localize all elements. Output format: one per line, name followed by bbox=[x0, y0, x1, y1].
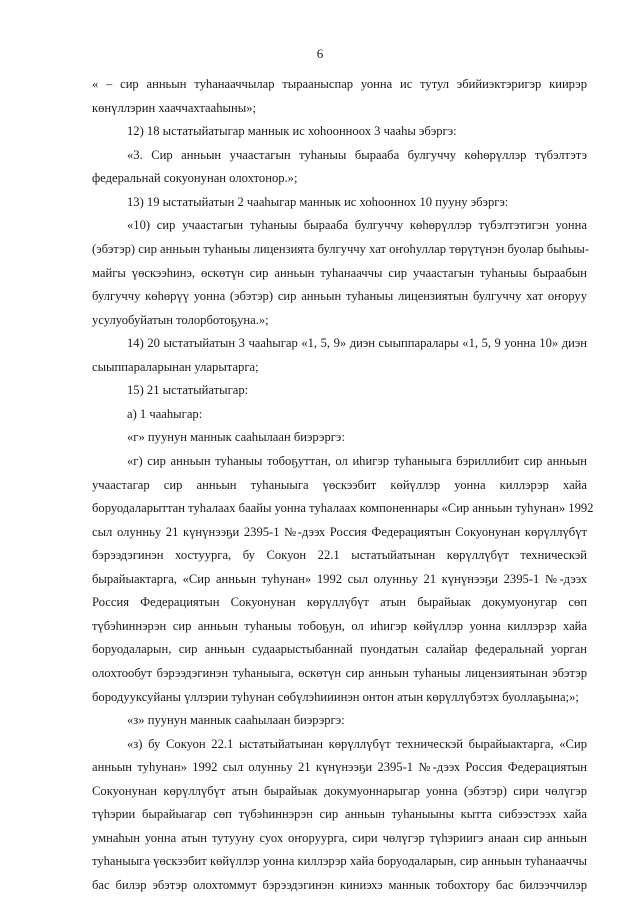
paragraph-line: Сокуонунан көрүллүбүт атын бырайыак докумуоннарыгар уонна (эбэтэр) сири чөлүгэр bbox=[92, 783, 587, 798]
paragraph-line: сыыппараларынан уларытарга; bbox=[92, 359, 259, 374]
paragraph-line: сыл олунньу 21 күнүнээҕи 2395-1 №-дээх Россия Федерациятын Сокуонунан көрүллүбүт bbox=[92, 524, 587, 539]
paragraph-line: усулуобуйатын толорботоҕуна.»; bbox=[92, 312, 269, 327]
paragraph-line: майгы үөскээһинэ, өскөтүн сир анньын туһанааччы сир учаастагын туһаныы быраабын bbox=[92, 265, 587, 280]
paragraph-line: 12) 18 ыстатыйатыгар маннык ис хоһоонноох 3 чааһы эбэргэ: bbox=[127, 124, 457, 139]
paragraph-line: бородууксуйаны үллэрии туһунан сөбүлэһииинэн онтон атын көрүллүбэтэх буоллаҕына;»; bbox=[92, 689, 579, 704]
paragraph-line: бэрээдэгинэн хостуурга, бу Сокуон 22.1 ыстатыйатынан көрүллүбүт техническэй bbox=[92, 548, 587, 563]
paragraph-line: бырайыактарга, «Сир анньын туһунан» 1992 сыл олунньу 21 күнүнээҕи 2395-1 №-дээх bbox=[92, 571, 587, 586]
paragraph-line: «г) сир анньын туһаныы тобоҕуттан, ол иһигэр туһаныыга бэриллибит сир анньын bbox=[127, 453, 587, 468]
page-number: 6 bbox=[316, 46, 324, 61]
paragraph-line: «г» пуунун маннык сааһылаан биэрэргэ: bbox=[127, 430, 345, 445]
paragraph-line: «10) сир учаастагын туһаныы быраабa булгуччу көһөрүллэр түбэлтэтигэн уонна bbox=[127, 218, 587, 233]
paragraph-line: «3. Сир анньын учаастагын туһаныы быраабa булгуччу көһөрүллэр түбэлтэтэ bbox=[127, 147, 587, 162]
paragraph-line: «з) бу Сокуон 22.1 ыстатыйатынан көрүллүбүт техническэй бырайыактарга, «Сир bbox=[127, 736, 587, 751]
paragraph-line: булгуччу көһөрүү уонна (эбэтэр) сир анньын туһаныы лицензиятын булгуччу хат оҥоруу bbox=[92, 289, 587, 303]
paragraph-line: көнүллэрин хааччахтааһыны»; bbox=[92, 100, 256, 115]
paragraph-line: Россия Федерациятын Сокуонунан көрүллүбүт атын бырайыак докумуонугар сөп bbox=[92, 595, 587, 610]
paragraph-line: боруодаларын, сир анньын судаарыстыбаннай пуондатын салайар федеральнай уорган bbox=[92, 642, 587, 657]
paragraph-line: 15) 21 ыстатыйатыгар: bbox=[127, 383, 249, 398]
paragraph-line: «з» пуунун маннык сааһылаан биэрэргэ: bbox=[127, 713, 345, 728]
paragraph-line: боруодаларыттан туһалаах баайы уонна туһалаах компоненнары «Сир анньын туһунан» 1992 bbox=[92, 501, 594, 516]
paragraph-line: 14) 20 ыстатыйатын 3 чааһыгар «1, 5, 9» диэн сыыппаралары «1, 5, 9 уонна 10» диэн bbox=[127, 336, 587, 351]
paragraph-line: « – сир анньын туһанааччылар тырааныспар уонна ис тутул эбийиэктэригэр киирэр bbox=[92, 77, 587, 91]
paragraph-line: туһаныыга үөскээбит көйүллэр уонна киллэрэр хайа боруодаларын, сир анньын туһанааччы bbox=[92, 854, 587, 869]
paragraph-line: түбэһиннэрэн сир анньын туһаныы тобоҕун, ол иһигэр көйүллэр уонна киллэрэр хайа bbox=[92, 618, 587, 633]
paragraph-line: (эбэтэр) сир анньын туһаныы лицензията булгуччу хат оҥоһуллар төрүтүнэн буолар быһыы- bbox=[92, 241, 590, 256]
paragraph-line: 13) 19 ыстатыйатын 2 чааһыгар маннык ис хоһооннох 10 пууну эбэргэ: bbox=[127, 194, 509, 209]
paragraph-line: олохтообут бэрээдэгинэн туһаныыга, өскөтүн сир анньын туһаныы лицензиятынан эбэтэр bbox=[92, 666, 587, 680]
paragraph-line: а) 1 чааһыгар: bbox=[127, 406, 203, 421]
paragraph-line: бас билэр эбэтэр олохтоммут бэрээдэгинэн киниэхэ маннык тобохтору бас билээччилэр bbox=[92, 878, 587, 892]
paragraph-line: түһэрии бырайыагар сөп түбэһиннэрэн сир анньын туһаныыны кытта сибээстээх хайа bbox=[92, 807, 587, 822]
paragraph-line: анньын туһунан» 1992 сыл олунньу 21 күнүнээҕи 2395-1 №-дээх Россия Федерациятын bbox=[92, 760, 587, 775]
paragraph-line: умнаһын уонна атын тутууну суох оҥоруурга, сири чөлүгэр түһэриигэ анаан сир анньын bbox=[92, 830, 587, 845]
paragraph-line: федеральнай сокуонунан олохтонор.»; bbox=[92, 171, 298, 186]
paragraph-line: учаастагар сир анньын туһаныыга үөскээбит көйүллэр уонна киллэрэр хайа bbox=[92, 477, 587, 492]
